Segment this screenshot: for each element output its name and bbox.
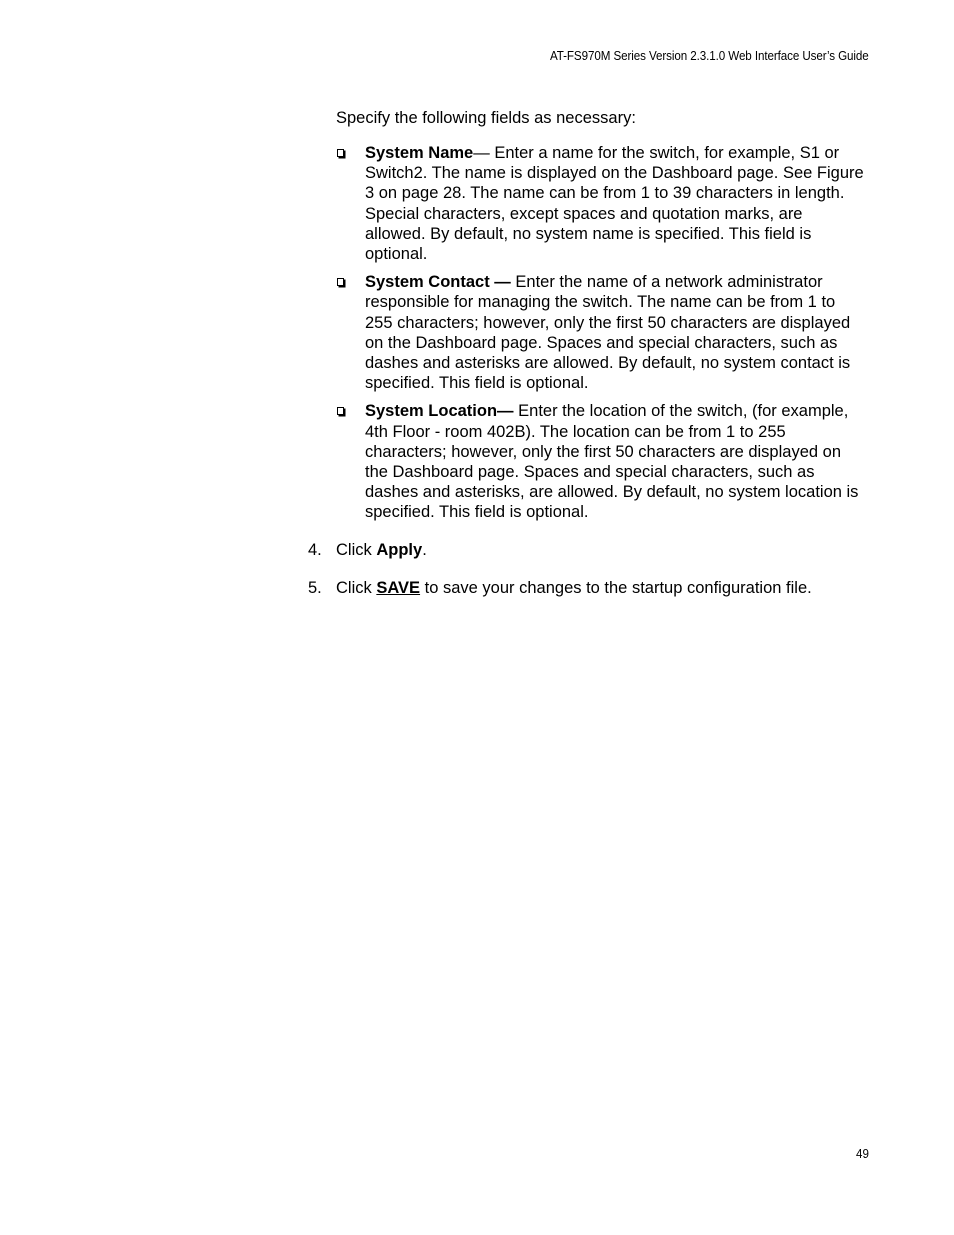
step-number: 4.: [308, 541, 322, 559]
step-apply: [308, 540, 427, 560]
step-save: [308, 578, 812, 598]
step-text: Click: [336, 541, 377, 559]
field-description: — Enter a name for the switch, for example, S1 or Switch2. The name is displayed on the Dashboard page. See Figure 3 on page 28. The name can be from 1 to 39 characters in length. Special characters, except spaces and quotation marks, are allowed. By default, no system name is specified. This field is optional.: [365, 144, 864, 264]
step-text-end: to save your changes to the startup configuration file.: [420, 579, 812, 597]
step-number: 5.: [308, 579, 322, 597]
step-text-end: .: [422, 541, 427, 559]
checkbox-bullet-icon: [337, 278, 344, 286]
field-item-system-location: [336, 401, 866, 522]
field-name: System Name: [365, 144, 474, 162]
field-item-system-contact: [336, 272, 866, 393]
field-item-system-name: [336, 143, 866, 264]
checkbox-bullet-icon: [337, 149, 344, 157]
apply-label: Apply: [376, 541, 423, 559]
step-text: Click: [336, 579, 377, 597]
field-list: [336, 143, 866, 531]
page-number: 49: [856, 1147, 869, 1161]
field-name: System Location—: [365, 402, 514, 421]
field-description: Enter the name of a network administrator responsible for managing the switch. The name can be from 1 to 255 characters; however, only the first 50 characters are displayed on the Dashboard page. Spaces and special characters, such as dashes and asterisks are allowed. By default, no system contact is specified. This field is optional.: [365, 273, 851, 393]
save-link[interactable]: SAVE: [376, 579, 421, 597]
running-header: AT-FS970M Series Version 2.3.1.0 Web Interface User’s Guide: [550, 49, 869, 63]
field-description: Enter the location of the switch, (for example, 4th Floor - room 402B). The location can be from 1 to 255 characters; however, only the first 50 characters are displayed on the Dashboard page. Spaces and special characters, such as dashes and asterisks, are allowed. By default, no system location is specified. This field is optional.: [365, 402, 859, 522]
checkbox-bullet-icon: [337, 407, 344, 415]
field-name: System Contact —: [365, 273, 511, 292]
intro-text: Specify the following fields as necessary:: [336, 109, 636, 127]
